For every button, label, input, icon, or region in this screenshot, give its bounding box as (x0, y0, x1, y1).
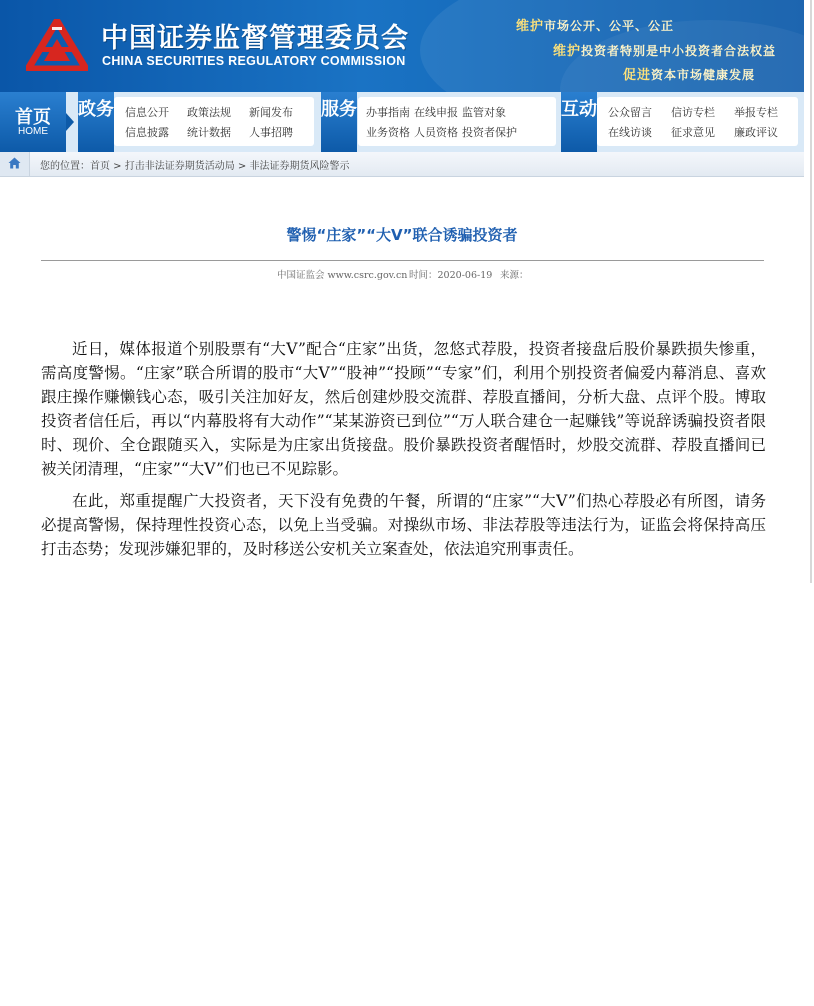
slogan-1 (516, 15, 674, 34)
slogan-2 (553, 40, 776, 59)
article-paragraph: 在此，郑重提醒广大投资者，天下没有免费的午餐，所谓的“庄家”“大V”们热心荐股必有所图，请务必提高警惕，保持理性投资心态，以免上当受骗。对操纵市场、非法荐股等违法行为，证监会将保持高压打击态势；发现涉嫌犯罪的，及时移送公安机关立案查处，依法追究刑事责任。 (41, 492, 766, 558)
nav-section-label: 政务 (78, 92, 114, 152)
nav-link[interactable]: 投资者保护 (462, 126, 517, 139)
slogan-lead: 维护 (516, 19, 545, 34)
breadcrumb-prefix: 您的位置： (40, 161, 90, 172)
slogan-lead: 维护 (553, 44, 582, 59)
nav-link[interactable]: 信息披露 (125, 126, 169, 139)
nav-link[interactable]: 信息公开 (125, 106, 169, 119)
org-name-cn: 中国证券监督管理委员会 (101, 23, 409, 54)
nav-link[interactable]: 人员资格 (414, 126, 458, 139)
article-body (41, 337, 766, 569)
home-icon (8, 157, 21, 169)
nav-section-label: 服务 (321, 92, 357, 152)
nav-link[interactable]: 新闻发布 (249, 106, 293, 119)
slogan-text: 市场公开、公平、公正 (544, 19, 675, 33)
time-value: 2020-06-19 (437, 270, 493, 281)
nav-link[interactable]: 办事指南 (366, 106, 410, 119)
article-origin (500, 267, 529, 281)
header-banner (0, 0, 804, 92)
breadcrumb-separator: > (234, 161, 250, 172)
nav-link[interactable]: 人事招聘 (249, 126, 293, 139)
slogan-text: 资本市场健康发展 (651, 68, 756, 82)
nav-home-button[interactable] (0, 92, 66, 152)
title-divider (41, 260, 764, 261)
slogan-3 (623, 64, 755, 83)
breadcrumb-home-button[interactable] (0, 152, 30, 176)
breadcrumb (40, 157, 350, 172)
breadcrumb-link[interactable]: 非法证券期货风险警示 (249, 161, 350, 172)
nav-link[interactable]: 举报专栏 (734, 106, 778, 119)
nav-link[interactable]: 业务资格 (366, 126, 410, 139)
nav-section-label: 互动 (561, 92, 597, 152)
time-label: 时间： (409, 270, 438, 281)
breadcrumb-link[interactable]: 首页 (90, 161, 110, 172)
breadcrumb-separator: > (110, 161, 125, 172)
nav-link[interactable]: 在线申报 (414, 106, 458, 119)
breadcrumb-link[interactable]: 打击非法证券期货活动局 (124, 161, 235, 172)
article-source: 中国证监会 www.csrc.gov.cn (277, 270, 408, 281)
home-arrow-icon (66, 113, 74, 131)
article-title: 警惕“庄家”“大V”联合诱骗投资者 (286, 226, 518, 244)
page-edge (810, 0, 812, 583)
nav-home-label-cn: 首页 (15, 107, 51, 128)
nav-link[interactable]: 廉政评议 (734, 126, 778, 139)
nav-link[interactable]: 征求意见 (671, 126, 715, 139)
slogan-text: 投资者特别是中小投资者合法权益 (581, 44, 777, 58)
nav-link[interactable]: 政策法规 (187, 106, 231, 119)
origin-label: 来源： (500, 270, 529, 281)
nav-home-label-en: HOME (18, 126, 48, 137)
nav-link[interactable]: 公众留言 (608, 106, 652, 119)
org-name-en: CHINA SECURITIES REGULATORY COMMISSION (102, 54, 406, 68)
article-paragraph: 近日，媒体报道个别股票有“大V”配合“庄家”出货，忽悠式荐股，投资者接盘后股价暴跌损失惨重，需高度警惕。“庄家”联合所谓的股市“大V”“股神”“投顾”“专家”们，利用个别投资者偏爱内幕消息、喜欢跟庄操作赚懒钱心态，吸引关注加好友，然后创建炒股交流群、荐股直播间，分析大盘、点评个股。博取投资者信任后，再以“内幕股将有大动作”“某某游资已到位”“万人联合建仓一起赚钱”等说辞诱骗投资者限时、现价、全仓跟随买入，实际是为庄家出货接盘。股价暴跌投资者醒悟时，炒股交流群、荐股直播间已被关闭清理，“庄家”“大V”们也已不见踪影。 (41, 340, 766, 478)
slogan-lead: 促进 (623, 68, 652, 83)
nav-link[interactable]: 在线访谈 (608, 126, 652, 139)
nav-link[interactable]: 统计数据 (187, 126, 231, 139)
nav-link[interactable]: 信访专栏 (671, 106, 715, 119)
csrc-logo-icon[interactable] (26, 19, 88, 71)
nav-link[interactable]: 监管对象 (462, 106, 506, 119)
article-time (409, 267, 492, 281)
